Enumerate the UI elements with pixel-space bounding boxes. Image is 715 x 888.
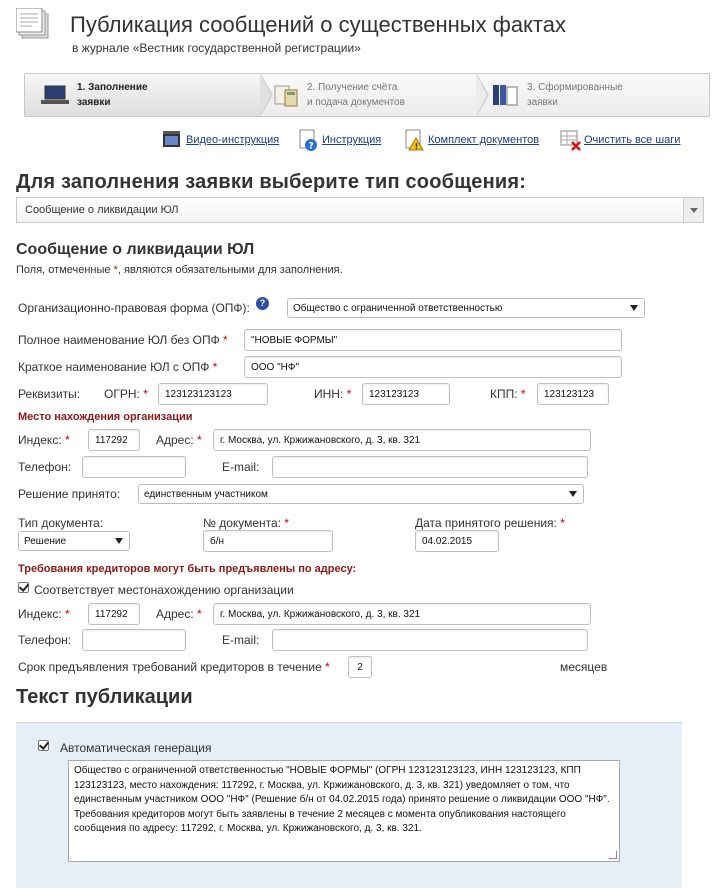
- decision-date-label: [415, 516, 565, 530]
- ogrn-label: [104, 387, 148, 401]
- index-input[interactable]: 117292: [88, 429, 140, 451]
- resize-handle-icon[interactable]: [609, 851, 617, 859]
- document-kit-link[interactable]: [404, 129, 539, 151]
- term-input[interactable]: 2: [348, 656, 372, 678]
- address-label-text: Адрес:: [156, 433, 194, 447]
- required-star: *: [143, 387, 148, 401]
- required-star: *: [65, 607, 70, 621]
- ogrn-input[interactable]: 123123123123: [158, 383, 268, 405]
- required-star: *: [284, 516, 290, 530]
- cred-index-input[interactable]: 117292: [88, 603, 140, 625]
- step-2-line2: и подача документов: [307, 97, 405, 108]
- form-heading: Сообщение о ликвидации ЮЛ: [16, 241, 255, 258]
- decision-value: единственным участником: [144, 489, 268, 500]
- required-star: *: [197, 433, 202, 447]
- page-title: Публикация сообщений о существенных фактах: [70, 12, 566, 37]
- step-1-line2: заявки: [77, 97, 111, 108]
- step-fill-application[interactable]: [25, 74, 261, 116]
- clear-all-steps-link[interactable]: [560, 129, 680, 151]
- opf-select[interactable]: [287, 298, 645, 318]
- cred-phone-input[interactable]: [82, 629, 186, 651]
- short-name-label: [18, 360, 217, 374]
- instruction-label: Инструкция: [322, 134, 382, 146]
- required-note-post: , являются обязательными для заполнения.: [117, 264, 343, 276]
- message-type-value: Сообщение о ликвидации ЮЛ: [25, 204, 179, 216]
- short-name-label-text: Краткое наименование ЮЛ с ОПФ: [18, 360, 210, 374]
- required-star: *: [65, 433, 70, 447]
- step-invoice-documents[interactable]: [269, 74, 477, 116]
- kpp-label: [490, 387, 526, 401]
- phone-label: Телефон:: [18, 460, 72, 474]
- video-icon: [162, 129, 182, 151]
- document-kit-label: Комплект документов: [428, 134, 540, 146]
- page-subtitle: в журнале «Вестник государственной регистрации»: [72, 41, 361, 55]
- doc-type-select[interactable]: [18, 531, 130, 551]
- index-label: [18, 433, 70, 447]
- laptop-icon: [41, 84, 69, 106]
- inn-label-text: ИНН:: [314, 387, 344, 401]
- doc-number-input[interactable]: б/н: [203, 530, 333, 552]
- required-star: *: [212, 360, 218, 374]
- full-name-label: [18, 333, 228, 347]
- help-document-icon: [298, 129, 318, 151]
- opf-value: Общество с ограниченной ответственностью: [293, 303, 503, 314]
- kpp-input[interactable]: 123123123: [537, 383, 609, 405]
- doc-type-value: Решение: [24, 536, 67, 547]
- address-label: [156, 433, 202, 447]
- decision-select[interactable]: [138, 484, 584, 504]
- cred-index-label-text: Индекс:: [18, 607, 62, 621]
- required-star: *: [223, 333, 228, 347]
- clear-table-icon: [560, 129, 580, 151]
- cred-address-label: [156, 607, 202, 621]
- video-instruction-label: Видео-инструкция: [186, 134, 280, 146]
- message-type-heading: Для заполнения заявки выберите тип сообщения:: [16, 171, 527, 193]
- same-location-label: Соответствует местонахождению организации: [34, 583, 294, 597]
- binders-icon: [491, 82, 519, 108]
- required-note-pre: Поля, отмеченные: [16, 264, 114, 276]
- dropdown-arrow-icon: [569, 491, 577, 497]
- required-star: *: [197, 607, 202, 621]
- full-name-input[interactable]: "НОВЫЕ ФОРМЫ": [244, 329, 622, 351]
- opf-label: Организационно-правовая форма (ОПФ):: [18, 301, 250, 315]
- term-label-text: Срок предъявления требований кредиторов в течение: [18, 660, 322, 674]
- cred-address-input[interactable]: г. Москва, ул. Кржижановского, д. 3, кв. 321: [213, 603, 591, 625]
- term-unit: месяцев: [560, 660, 608, 674]
- kpp-label-text: КПП:: [490, 387, 518, 401]
- creditors-heading: Требования кредиторов могут быть предъявлены по адресу:: [18, 563, 357, 575]
- calculator-icon: [273, 82, 299, 108]
- publication-textarea[interactable]: [68, 760, 620, 862]
- step-2-line1: 2. Получение счёта: [307, 82, 398, 93]
- dropdown-arrow-icon: [115, 538, 123, 544]
- cred-email-label: E-mail:: [222, 633, 260, 647]
- svg-text:!: !: [414, 142, 419, 151]
- step-3-line1: 3. Сформированные: [527, 82, 623, 93]
- step-formed-applications[interactable]: [487, 74, 707, 116]
- publication-text: Общество с ограниченной ответственностью "НОВЫЕ ФОРМЫ" (ОГРН 123123123123, ИНН 123123123, КПП 123123123, место нахождения: 117292, г. Москва, ул. Кржижановского, д. 3, кв. 321) уведомляет о том, что единственным участником ООО "НФ" (Решение б/н от 04.02.2015 года) принято решение о ликвидации ООО "НФ". Требования кредиторов могут быть заявлены в течение 2 месяцев с момента опубликования настоящего сообщения по адресу: 117292, г. Москва, ул. Кржижановского, д. 3, кв. 321.: [74, 765, 610, 834]
- inn-label: [314, 387, 351, 401]
- required-star: *: [325, 660, 330, 674]
- short-name-input[interactable]: ООО "НФ": [244, 356, 622, 378]
- clear-all-steps-label: Очистить все шаги: [584, 134, 681, 146]
- cred-index-label: [18, 607, 70, 621]
- decision-date-input[interactable]: 04.02.2015: [415, 530, 499, 552]
- decision-date-label-text: Дата принятого решения:: [415, 516, 557, 530]
- step-3-line2: заявки: [527, 97, 558, 108]
- decision-label: Решение принято:: [18, 487, 121, 501]
- chevron-down-icon[interactable]: [683, 198, 703, 222]
- instruction-link[interactable]: [298, 129, 381, 151]
- required-note: [16, 264, 343, 276]
- auto-generation-label: Автоматическая генерация: [60, 741, 212, 755]
- doc-number-label: [203, 516, 289, 530]
- inn-input[interactable]: 123123123: [362, 383, 450, 405]
- address-input[interactable]: г. Москва, ул. Кржижановского, д. 3, кв. 321: [213, 429, 591, 451]
- help-icon[interactable]: ?: [256, 297, 269, 310]
- video-instruction-link[interactable]: [162, 129, 279, 151]
- same-location-checkbox[interactable]: [18, 582, 29, 593]
- dropdown-arrow-icon: [630, 305, 638, 311]
- required-star: *: [520, 387, 526, 401]
- email-input[interactable]: [272, 456, 588, 478]
- required-star: *: [346, 387, 352, 401]
- full-name-label-text: Полное наименование ЮЛ без ОПФ: [18, 333, 220, 347]
- auto-generation-checkbox[interactable]: [38, 740, 49, 751]
- required-star: *: [113, 264, 118, 276]
- publication-heading: Текст публикации: [16, 686, 193, 708]
- svg-text:?: ?: [308, 141, 314, 151]
- ogrn-label-text: ОГРН:: [104, 387, 140, 401]
- phone-input[interactable]: [82, 456, 186, 478]
- location-heading: Место нахождения организации: [18, 411, 193, 423]
- term-label: [18, 660, 330, 674]
- cred-address-label-text: Адрес:: [156, 607, 194, 621]
- doc-type-label: Тип документа:: [18, 516, 104, 530]
- cred-email-input[interactable]: [272, 629, 588, 651]
- document-stack-icon: [16, 8, 56, 42]
- doc-number-label-text: № документа:: [203, 516, 282, 530]
- requisites-label: Реквизиты:: [18, 387, 81, 401]
- required-star: *: [560, 516, 565, 530]
- index-label-text: Индекс:: [18, 433, 62, 447]
- cred-phone-label: Телефон:: [18, 633, 72, 647]
- step-1-line1: 1. Заполнение: [77, 82, 148, 93]
- message-type-select[interactable]: [16, 197, 704, 223]
- wizard-steps: [24, 73, 710, 117]
- warning-document-icon: [404, 129, 424, 151]
- email-label: E-mail:: [222, 460, 260, 474]
